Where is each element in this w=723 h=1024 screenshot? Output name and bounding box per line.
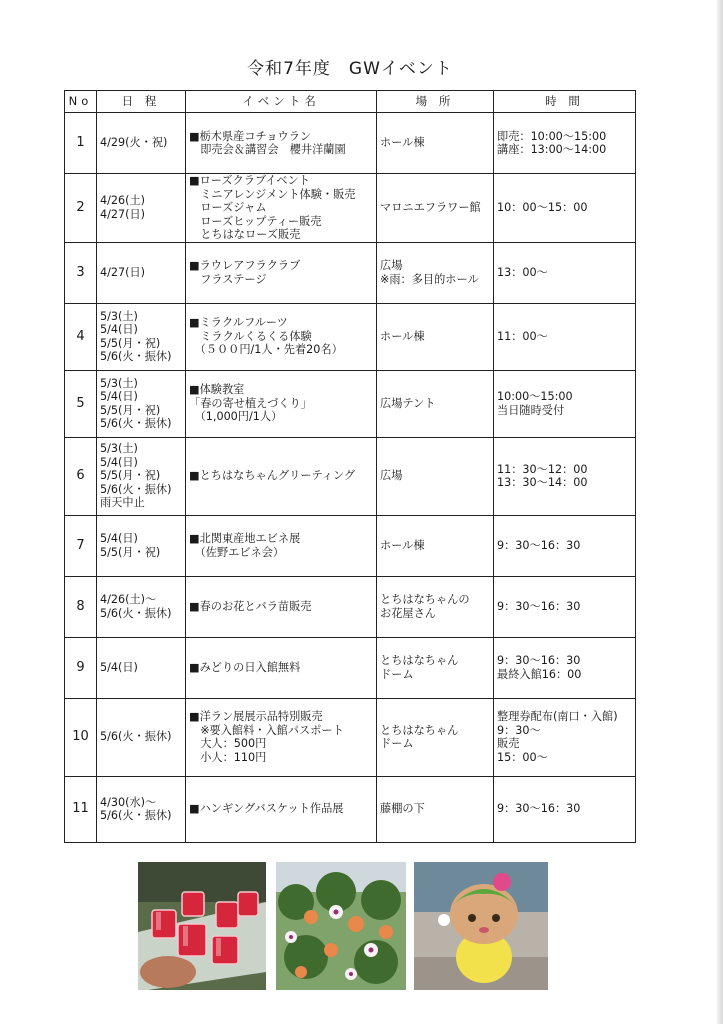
row-event: ■ローズクラブイベント ミニアレンジメント体験・販売 ローズジャム ローズヒップティー販売 とちはなローズ販売 (186, 174, 377, 243)
row-date: 4/26(土)～ 5/6(火・振休) (97, 576, 186, 637)
header-event: イベント名 (186, 91, 377, 113)
drinks-photo (138, 862, 266, 990)
row-date: 5/3(土) 5/4(日) 5/5(月・祝) 5/6(火・振休) (97, 370, 186, 437)
row-date: 5/3(土) 5/4(日) 5/5(月・祝) 5/6(火・振休) 雨天中止 (97, 437, 186, 515)
row-no: 4 (65, 303, 97, 370)
header-no: No (65, 91, 97, 113)
row-date: 5/6(火・振休) (97, 698, 186, 776)
row-date: 5/3(土) 5/4(日) 5/5(月・祝) 5/6(火・振休) (97, 303, 186, 370)
row-date: 4/29(火・祝) (97, 113, 186, 174)
row-no: 6 (65, 437, 97, 515)
row-place: 広場 ※雨：多目的ホール (377, 242, 494, 303)
row-event: ■栃木県産コチョウラン 即売会＆講習会 櫻井洋蘭園 (186, 113, 377, 174)
row-time: 9：30～16：30 最終入館16：00 (494, 637, 636, 698)
row-date: 4/26(土) 4/27(日) (97, 174, 186, 243)
table-row (65, 437, 636, 515)
table-row (65, 515, 636, 576)
row-event: ■北関東産地エビネ展 （佐野エビネ会） (186, 515, 377, 576)
row-place: ホール棟 (377, 303, 494, 370)
row-date: 5/4(日) 5/5(月・祝) (97, 515, 186, 576)
row-time: 即売：10:00～15:00 講座：13:00～14:00 (494, 113, 636, 174)
header-time: 時 間 (494, 91, 636, 113)
row-place: 広場テント (377, 370, 494, 437)
flowers-photo (276, 862, 406, 990)
row-event: ■体験教室 「春の寄せ植えづくり」 （1,000円/1人） (186, 370, 377, 437)
row-no: 11 (65, 776, 97, 842)
header-place: 場 所 (377, 91, 494, 113)
row-time: 10:00～15:00 当日随時受付 (494, 370, 636, 437)
row-place: 藤棚の下 (377, 776, 494, 842)
event-table (64, 90, 636, 843)
mascot-photo (414, 862, 548, 990)
row-no: 10 (65, 698, 97, 776)
row-place: とちはなちゃん ドーム (377, 637, 494, 698)
table-row (65, 174, 636, 243)
row-no: 7 (65, 515, 97, 576)
table-row (65, 242, 636, 303)
row-event: ■ミラクルフルーツ ミラクルくるくる体験 （５００円/1人・先着20名） (186, 303, 377, 370)
table-row (65, 576, 636, 637)
row-time: 9：30～16：30 (494, 515, 636, 576)
row-time: 13：00～ (494, 242, 636, 303)
table-row (65, 370, 636, 437)
row-place: とちはなちゃんの お花屋さん (377, 576, 494, 637)
table-header-row (65, 91, 636, 113)
row-place: ホール棟 (377, 113, 494, 174)
page-edge (717, 0, 723, 1024)
row-time: 9：30～16：30 (494, 776, 636, 842)
row-no: 1 (65, 113, 97, 174)
row-date: 4/27(日) (97, 242, 186, 303)
row-no: 2 (65, 174, 97, 243)
row-event: ■ラウレアフラクラブ フラステージ (186, 242, 377, 303)
row-no: 9 (65, 637, 97, 698)
table-row (65, 698, 636, 776)
row-time: 整理券配布(南口・入館) 9：30～ 販売 15：00～ (494, 698, 636, 776)
row-no: 5 (65, 370, 97, 437)
row-time: 9：30～16：30 (494, 576, 636, 637)
row-place: 広場 (377, 437, 494, 515)
row-event: ■春のお花とバラ苗販売 (186, 576, 377, 637)
row-place: とちはなちゃん ドーム (377, 698, 494, 776)
row-time: 11：00～ (494, 303, 636, 370)
row-time: 11：30～12：00 13：30～14：00 (494, 437, 636, 515)
row-event: ■洋ラン展展示品特別販売 ※要入館料・入館パスポート 大人：500円 小人：110円 (186, 698, 377, 776)
row-event: ■みどりの日入館無料 (186, 637, 377, 698)
row-place: マロニエフラワー館 (377, 174, 494, 243)
row-event: ■とちはなちゃんグリーティング (186, 437, 377, 515)
table-row (65, 776, 636, 842)
header-date: 日 程 (97, 91, 186, 113)
row-date: 4/30(水)～ 5/6(火・振休) (97, 776, 186, 842)
table-row (65, 637, 636, 698)
page-title: 令和7年度 GWイベント (247, 59, 453, 79)
row-event: ■ハンギングバスケット作品展 (186, 776, 377, 842)
row-place: ホール棟 (377, 515, 494, 576)
row-date: 5/4(日) (97, 637, 186, 698)
row-no: 8 (65, 576, 97, 637)
row-time: 10：00～15：00 (494, 174, 636, 243)
table-row (65, 113, 636, 174)
row-no: 3 (65, 242, 97, 303)
table-row (65, 303, 636, 370)
